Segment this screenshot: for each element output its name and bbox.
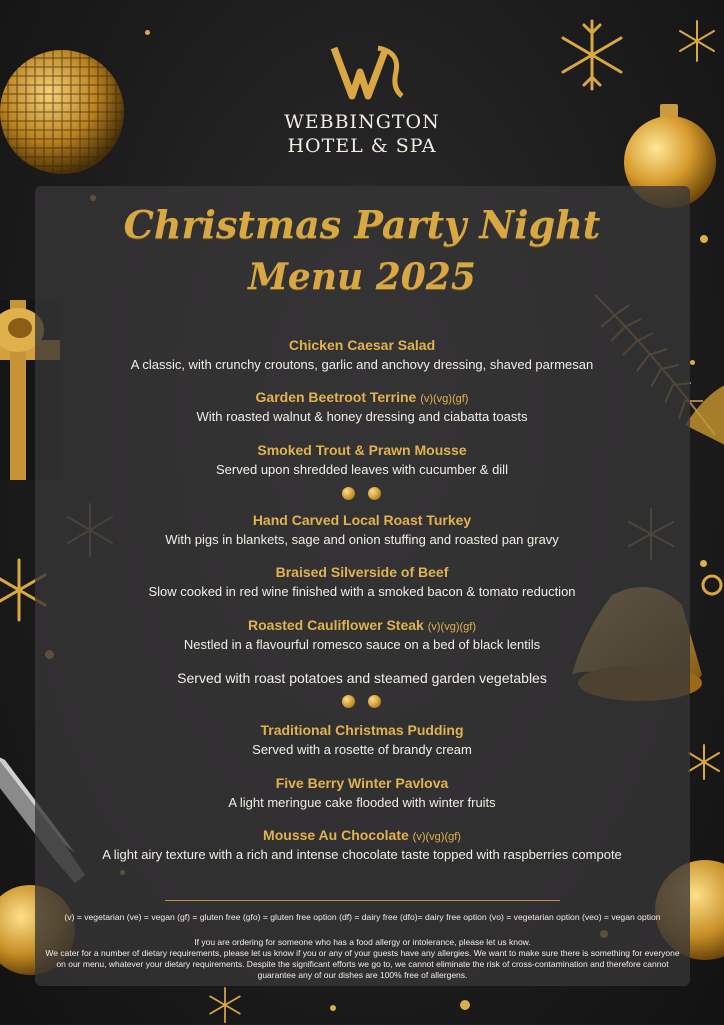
snowflake-icon bbox=[190, 985, 260, 1025]
dish-description: A light meringue cake flooded with winter fruits bbox=[228, 795, 496, 810]
menu-item bbox=[0, 512, 724, 547]
dietary-tags: (v)(vg)(gf) bbox=[420, 393, 469, 405]
menu-item bbox=[0, 442, 724, 477]
dish-name: Braised Silverside of Beef bbox=[275, 564, 449, 580]
dish-name: Traditional Christmas Pudding bbox=[260, 722, 464, 738]
dish-name: Hand Carved Local Roast Turkey bbox=[252, 512, 472, 528]
menu-item bbox=[0, 617, 724, 652]
menu-item bbox=[0, 389, 724, 424]
webbington-logo-icon bbox=[330, 42, 410, 102]
dish-description: A light airy texture with a rich and intense chocolate taste topped with raspberries compote bbox=[102, 847, 622, 862]
brand-name: WEBBINGTON bbox=[284, 111, 440, 133]
dish-description: Served with a rosette of brandy cream bbox=[252, 742, 472, 757]
menu-item bbox=[0, 564, 724, 599]
dish-description: Nestled in a flavourful romesco sauce on a bed of black lentils bbox=[183, 637, 541, 652]
allergy-notice bbox=[40, 937, 685, 981]
allergy-notice-detail: We cater for a number of dietary requirements, please let us know if you or any of your guests have any allergies. We want to make sure there is something for everyone on our menu, whatever your dietary requirements. Despite the significant efforts we go to, we cannot eliminate the risk of cross-contamination and therefore cannot guarantee any of our dishes are 100% free of allergens. bbox=[45, 948, 680, 980]
dietary-key: (v) = vegetarian (ve) = vegan (gf) = gluten free (gfo) = gluten free option (df) = dairy free (dfo)= dairy free option (vo) = vegetarian option (veo) = vegan option bbox=[64, 912, 661, 922]
brand-subtitle: HOTEL & SPA bbox=[287, 135, 437, 157]
dietary-tags: (v)(vg)(gf) bbox=[427, 621, 476, 633]
mains-accompaniment-note: Served with roast potatoes and steamed garden vegetables bbox=[177, 670, 547, 686]
dish-description: With pigs in blankets, sage and onion stuffing and roasted pan gravy bbox=[165, 532, 559, 547]
menu-year: Menu 2025 bbox=[248, 256, 476, 298]
dish-description: With roasted walnut & honey dressing and ciabatta toasts bbox=[196, 409, 528, 424]
dish-name: Five Berry Winter Pavlova bbox=[275, 775, 449, 791]
course-separator bbox=[338, 487, 386, 501]
menu-item bbox=[0, 775, 724, 810]
menu-title: Christmas Party Night bbox=[123, 202, 601, 247]
dish-description: Served upon shredded leaves with cucumber & dill bbox=[216, 462, 508, 477]
menu-item bbox=[0, 337, 724, 372]
menu-item bbox=[0, 722, 724, 757]
dish-name: Smoked Trout & Prawn Mousse bbox=[257, 442, 467, 458]
dietary-tags: (v)(vg)(gf) bbox=[412, 831, 461, 843]
snowflake-icon bbox=[552, 15, 632, 95]
dish-description: A classic, with crunchy croutons, garlic and anchovy dressing, shaved parmesan bbox=[130, 357, 594, 372]
dish-description: Slow cooked in red wine finished with a smoked bacon & tomato reduction bbox=[148, 584, 576, 599]
dish-name: Mousse Au Chocolate bbox=[263, 827, 409, 843]
dish-name: Garden Beetroot Terrine bbox=[255, 389, 417, 405]
snowflake-icon bbox=[673, 17, 721, 65]
dish-name: Chicken Caesar Salad bbox=[288, 337, 436, 353]
footer-divider bbox=[165, 900, 560, 901]
menu-item bbox=[0, 827, 724, 862]
allergy-notice-line: If you are ordering for someone who has a food allergy or intolerance, please let us know. bbox=[194, 937, 531, 947]
dish-name: Roasted Cauliflower Steak bbox=[248, 617, 424, 633]
course-separator bbox=[338, 695, 386, 709]
